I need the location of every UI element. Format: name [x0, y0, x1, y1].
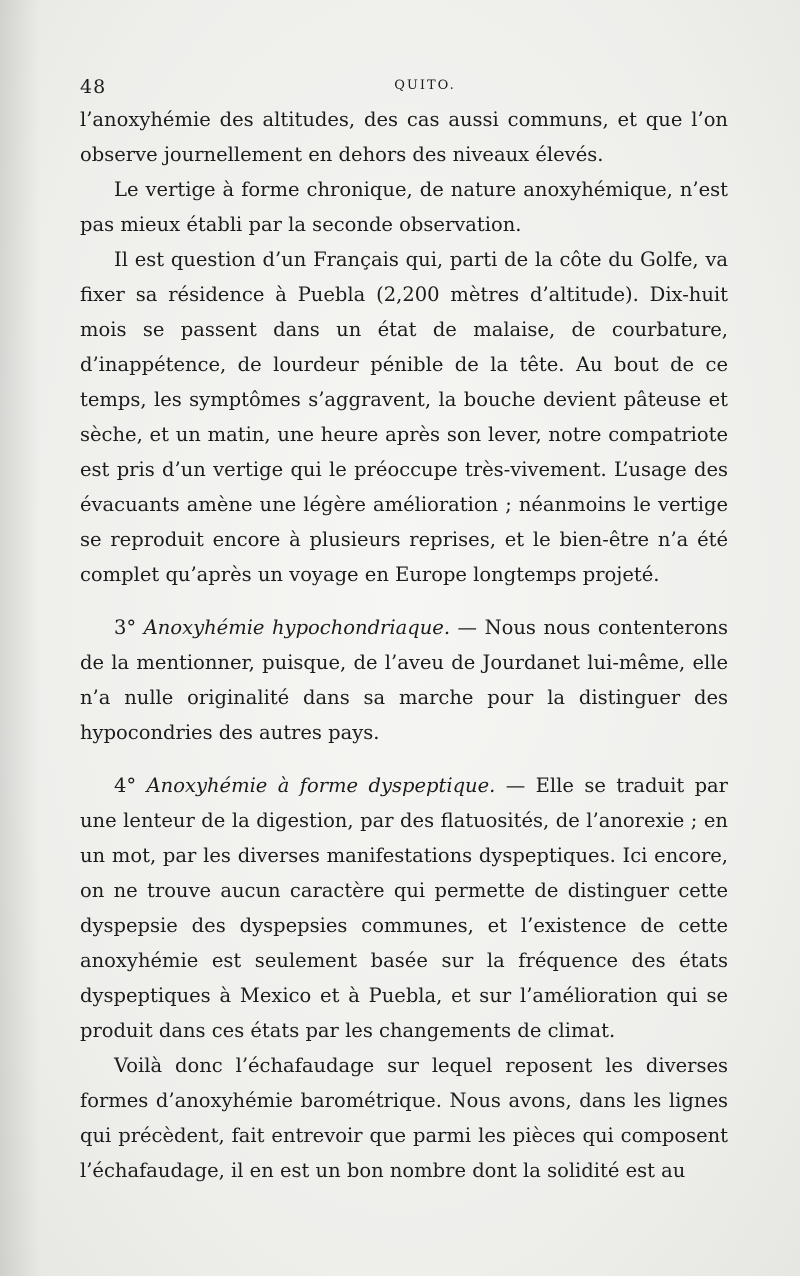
page-header	[80, 76, 730, 104]
section-3-text: — Nous nous contenterons de la mentionner, puisque, de l’aveu de Jourdanet lui-même, elle n’a nulle originalité dans sa marche pour la distinguer des hypocondries des autres pays.	[80, 616, 729, 744]
paragraph-continuation: l’anoxyhémie des altitudes, des cas aussi communs, et que l’on observe journellement en dehors des niveaux élevés.	[80, 108, 728, 166]
page-number: 48	[80, 76, 107, 98]
section-4-heading: Anoxyhémie à forme dyspeptique.	[146, 774, 496, 797]
paragraph-case-description: Il est question d’un Français qui, parti de la côte du Golfe, va fixer sa résidence à Puebla (2,200 mètres d’altitude). Dix-huit mois se passent dans un état de malaise, de courbature, d’inappétence, de lourdeur pénible de la tête. Au bout de ce temps, les symptômes s’aggravent, la bouche devient pâteuse et sèche, et un matin, une heure après son lever, notre compatriote est pris d’un vertige qui le préoccupe très-vivement. L’usage des évacuants amène une légère amélioration ; néanmoins le vertige se reproduit encore à plusieurs reprises, et le bien-être n’a été complet qu’après un voyage en Europe longtemps projeté.	[80, 248, 728, 586]
section-3-heading: Anoxyhémie hypochondriaque.	[143, 616, 451, 639]
section-3-number: 3°	[114, 616, 137, 639]
section-4-number: 4°	[114, 774, 137, 797]
paragraph-vertige: Le vertige à forme chronique, de nature anoxyhémique, n’est pas mieux établi par la seconde observation.	[80, 178, 728, 236]
section-3-paragraph	[80, 610, 728, 750]
page-body	[80, 102, 728, 1188]
running-title: QUITO.	[394, 78, 456, 93]
binding-shadow	[0, 0, 40, 1276]
section-4-paragraph	[80, 768, 728, 1048]
paragraph-conclusion: Voilà donc l’échafaudage sur lequel reposent les diverses formes d’anoxyhémie barométrique. Nous avons, dans les lignes qui précèdent, fait entrevoir que parmi les pièces qui composent l’échafaudage, il en est un bon nombre dont la solidité est au	[80, 1054, 728, 1182]
section-4-text: — Elle se traduit par une lenteur de la digestion, par des flatuosités, de l’anorexie ; en un mot, par les diverses manifestations dyspeptiques. Ici encore, on ne trouve aucun caractère qui permette de distinguer cette dyspepsie des dyspepsies communes, et l’existence de cette anoxyhémie est seulement basée sur la fréquence des états dyspeptiques à Mexico et à Puebla, et sur l’amélioration qui se produit dans ces états par les changements de climat.	[80, 774, 728, 1042]
